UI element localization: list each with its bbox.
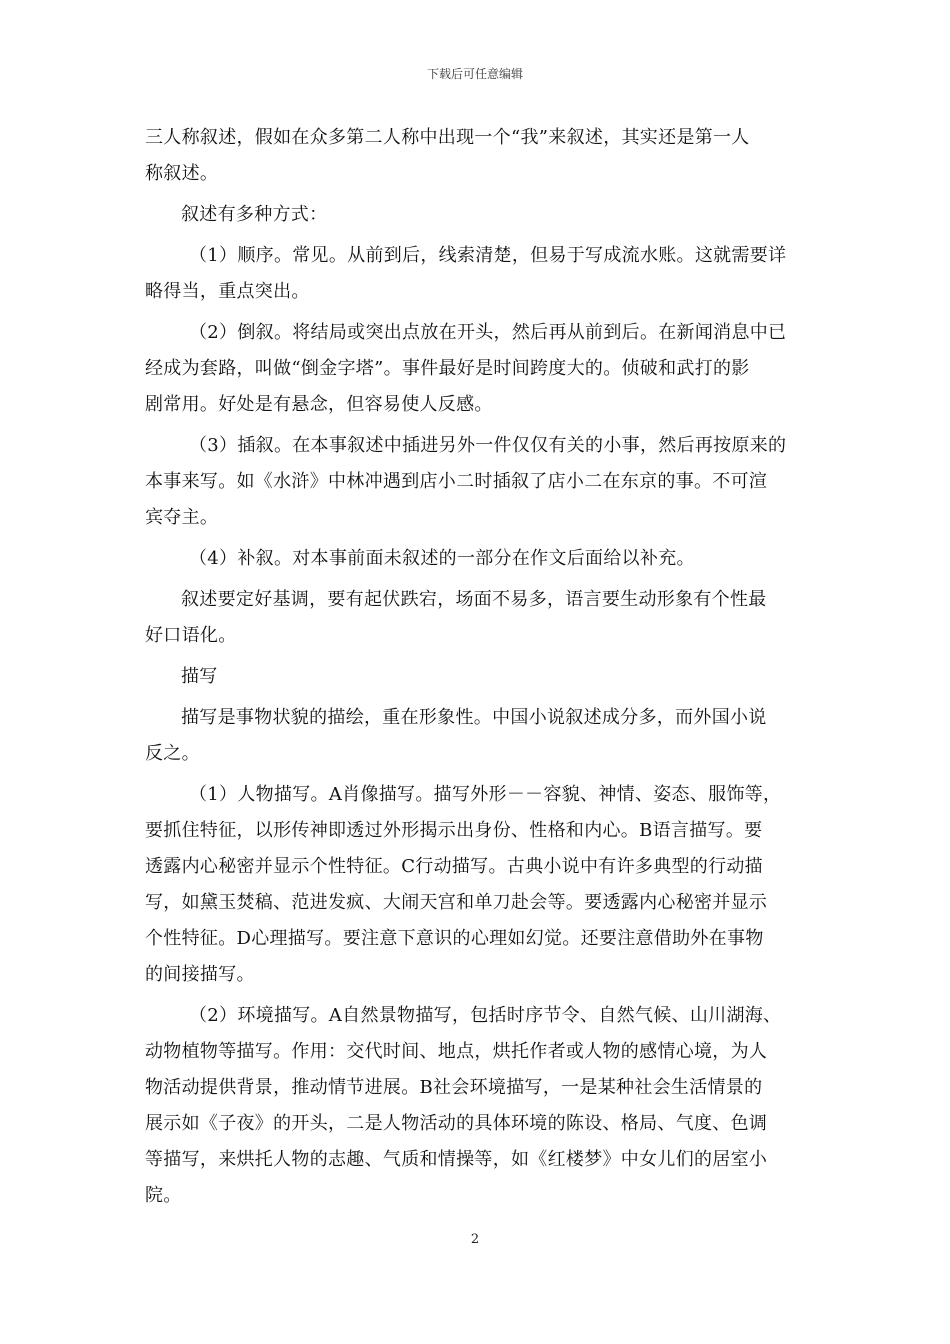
list-item-line: （2）环境描写。A自然景物描写，包括时序节令、自然气候、山川湖海、: [189, 1005, 782, 1026]
text-line: 略得当，重点突出。: [145, 281, 310, 302]
text-line: 等描写，来烘托人物的志趣、气质和情操等，如《红楼梦》中女儿们的居室小: [145, 1149, 768, 1170]
section-heading: 描写: [181, 666, 218, 687]
list-item-line: （2）倒叙。将结局或突出点放在开头，然后再从前到后。在新闻消息中已: [189, 322, 787, 343]
text-line: 写，如黛玉焚稿、范进发疯、大闹天宫和单刀赴会等。要透露内心秘密并显示: [145, 892, 768, 913]
text-line: 展示如《子夜》的开头，二是人物活动的具体环境的陈设、格局、气度、色调: [145, 1113, 768, 1134]
text-line: 叙述要定好基调，要有起伏跌宕，场面不易多，语言要生动形象有个性最: [181, 589, 767, 610]
list-item-line: （1）顺序。常见。从前到后，线索清楚，但易于写成流水账。这就需要详: [189, 245, 787, 266]
list-item-line: （3）插叙。在本事叙述中插进另外一件仅仅有关的小事，然后再按原来的: [189, 435, 787, 456]
text-line: 的间接描写。: [145, 964, 255, 985]
text-line: 物活动提供背景，推动情节进展。B社会环境描写，一是某种社会生活情景的: [145, 1077, 763, 1098]
text-line: 动物植物等描写。作用：交代时间、地点，烘托作者或人物的感情心境，为人: [145, 1041, 768, 1062]
text-line: 反之。: [145, 743, 200, 764]
text-line: 本事来写。如《水浒》中林冲遇到店小二时插叙了店小二在东京的事。不可渲: [145, 471, 768, 492]
page-header: 下载后可任意编辑: [426, 67, 523, 81]
list-item-line: （4）补叙。对本事前面未叙述的一部分在作文后面给以补充。: [189, 548, 695, 569]
text-line: 透露内心秘密并显示个性特征。C行动描写。古典小说中有许多典型的行动描: [145, 856, 763, 877]
text-line: 好口语化。: [145, 625, 237, 646]
text-line: 院。: [145, 1185, 182, 1206]
text-line: 经成为套路，叫做“倒金字塔”。事件最好是时间跨度大的。侦破和武打的影: [145, 358, 750, 379]
list-item-line: （1）人物描写。A肖像描写。描写外形－－容貌、神情、姿态、服饰等，: [189, 784, 782, 805]
text-line: 称叙述。: [145, 163, 219, 184]
text-line: 要抓住特征，以形传神即透过外形揭示出身份、性格和内心。B语言描写。要: [145, 820, 763, 841]
document-body: [145, 120, 809, 1214]
paragraph-heading: 叙述有多种方式：: [181, 204, 328, 225]
text-line: 剧常用。好处是有悬念，但容易使人反感。: [145, 394, 493, 415]
text-line: 三人称叙述，假如在众多第二人称中出现一个“我”来叙述，其实还是第一人: [145, 127, 750, 148]
text-line: 个性特征。D心理描写。要注意下意识的心理如幻觉。还要注意借助外在事物: [145, 928, 764, 949]
page-number: 2: [470, 1232, 480, 1247]
text-line: 描写是事物状貌的描绘，重在形象性。中国小说叙述成分多，而外国小说: [181, 707, 767, 728]
text-line: 宾夺主。: [145, 507, 219, 528]
